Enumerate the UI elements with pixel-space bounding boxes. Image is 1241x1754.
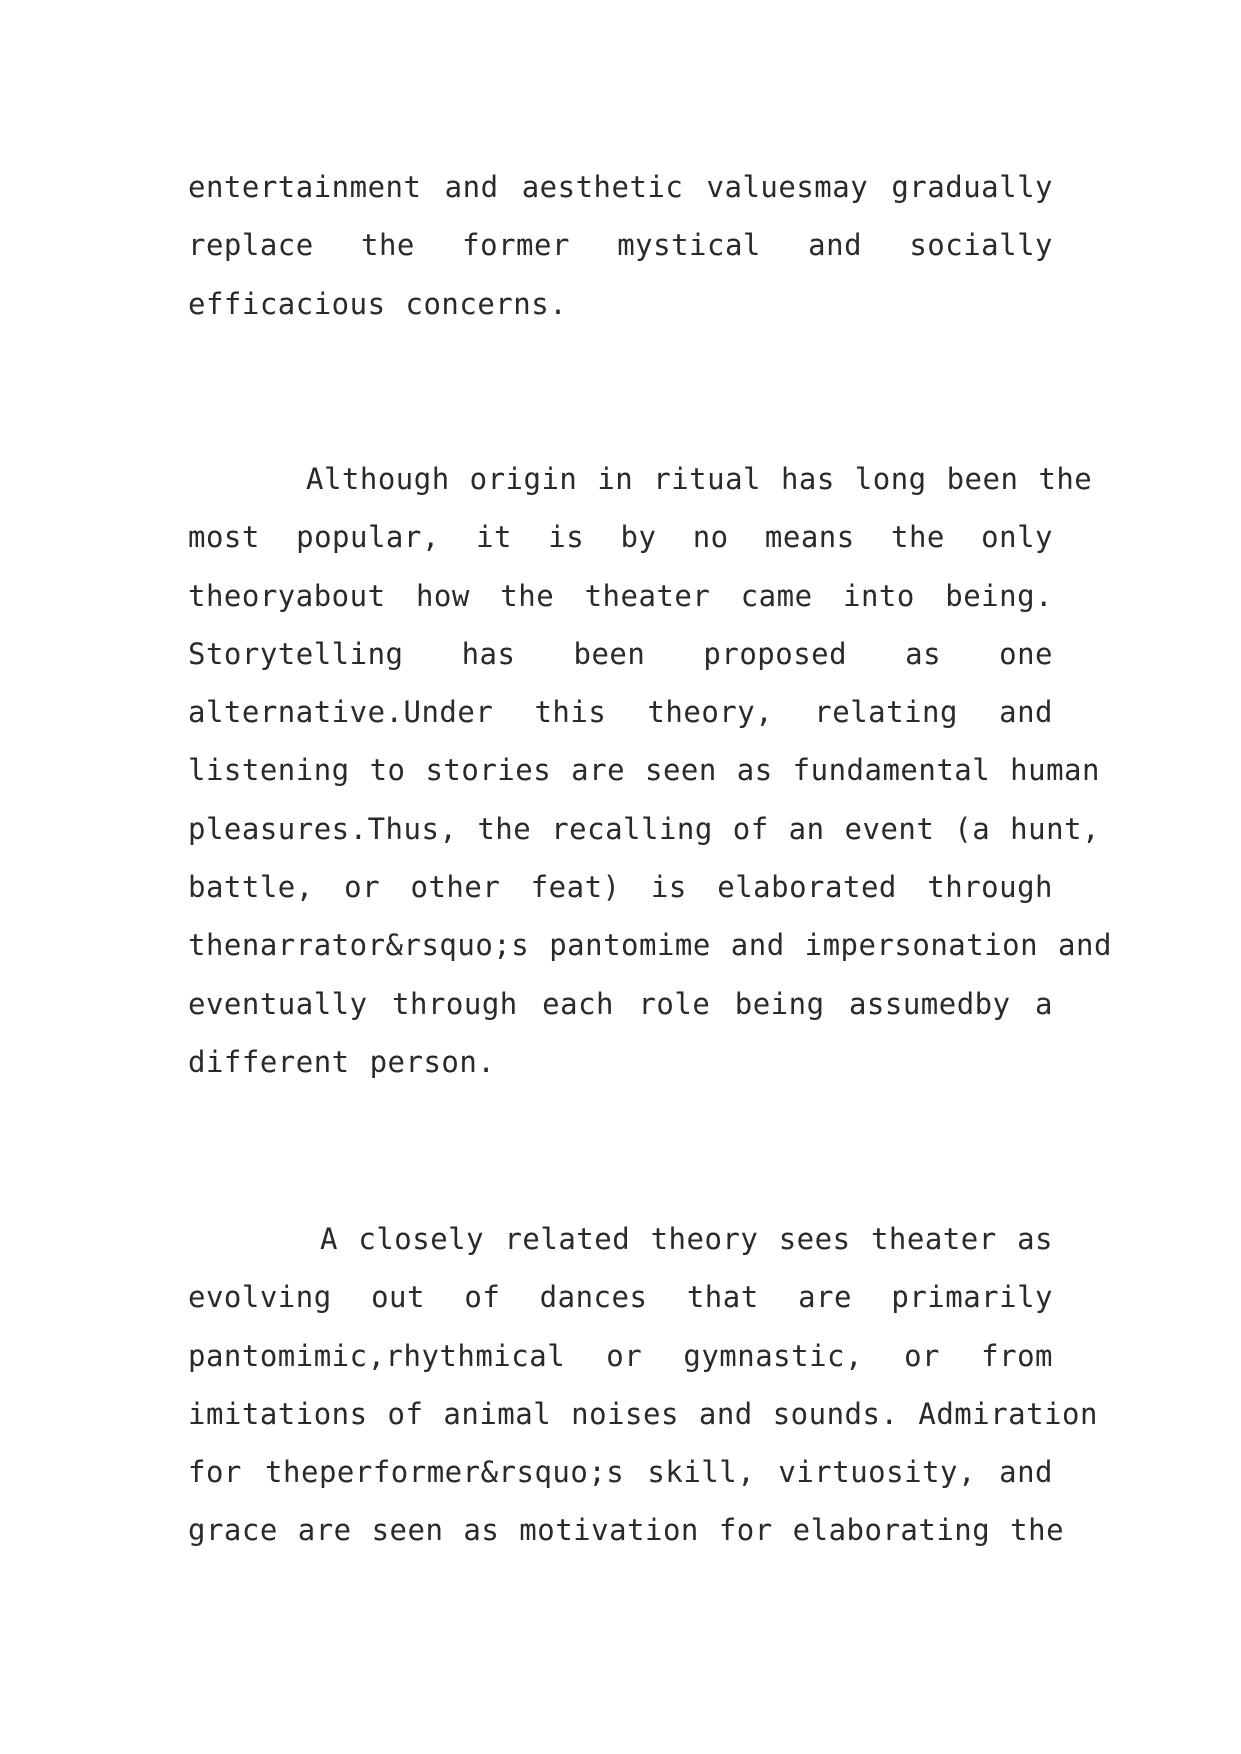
paragraph-line: listening to stories are seen as fundamental human [188, 753, 1100, 788]
paragraph-line: entertainment and aesthetic valuesmay gradually [188, 170, 1053, 204]
paragraph-line: Storytelling has been proposed as one [188, 636, 1053, 671]
paragraph-first-line: Although origin in ritual has long been the [306, 462, 1093, 496]
paragraph-line: pleasures.Thus, the recalling of an event (a hunt, [188, 811, 1100, 846]
paragraph-3 [188, 1210, 1098, 1560]
paragraph-line: efficacious concerns. [188, 286, 568, 321]
paragraph-1 [188, 158, 1053, 333]
paragraph-line: for theperformer&rsquo;s skill, virtuosity, and [188, 1455, 1053, 1490]
paragraph-line: battle, or other feat) is elaborated through [188, 870, 1053, 905]
paragraph-line: most popular, it is by no means the only [188, 520, 1053, 555]
paragraph-2 [188, 450, 1112, 1091]
paragraph-line: alternative.Under this theory, relating and [188, 695, 1053, 730]
paragraph-line: imitations of animal noises and sounds. Admiration [188, 1396, 1098, 1431]
paragraph-line: thenarrator&rsquo;s pantomime and impersonation and [188, 928, 1112, 963]
paragraph-first-line: A closely related theory sees theater as [320, 1222, 1053, 1256]
paragraph-line: evolving out of dances that are primarily [188, 1280, 1053, 1315]
paragraph-line: replace the former mystical and socially [188, 228, 1053, 263]
paragraph-line: different person. [188, 1044, 496, 1079]
paragraph-line: grace are seen as motivation for elaborating the [188, 1513, 1065, 1548]
paragraph-line: pantomimic,rhythmical or gymnastic, or from [188, 1338, 1053, 1373]
paragraph-line: theoryabout how the theater came into being. [188, 578, 1053, 613]
paragraph-line: eventually through each role being assumedby a [188, 986, 1053, 1021]
